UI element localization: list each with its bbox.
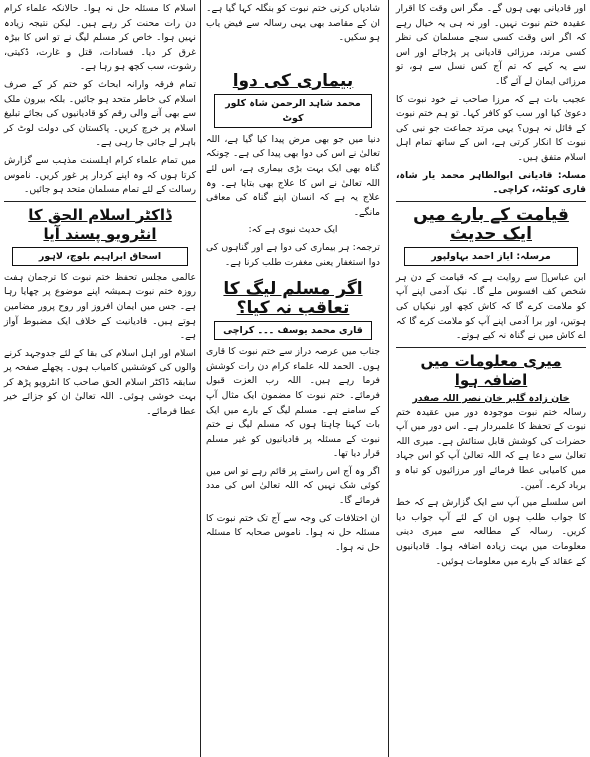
divider [396,201,586,202]
paragraph: مسلہ: قادیانی ابوالطاہر محمد یار شاہ، قاری کوئٹہ، کراچی۔ [396,169,586,196]
article-byline: محمد شاہد الرحمن شاہ کلور کوٹ [214,94,372,128]
divider [396,347,586,348]
paragraph: ابن عباسؓ سے روایت ہے کہ قیامت کے دن ہر شخص کف افسوس ملے گا۔ نیک آدمی اپنے آپ کو ملامت کرے گا کہ کاش کچھ اور نیکیاں کی ہوتیں، اور برا آدمی اپنے آپ کو ملامت کرے گا کہ اے کاش میں نے گناہ نہ کیے ہوتے۔ [396,271,586,342]
divider [4,201,196,202]
article-heading: میری معلومات میں اضافہ ہوا [420,351,562,389]
paragraph: ترجمہ: ہر بیماری کی دوا ہے اور گناہوں کی دوا استغفار یعنی مغفرت طلب کرنا ہے۔ [206,241,380,268]
paragraph: عجیب بات ہے کہ مرزا صاحب نے خود نبوت کا دعویٰ کیا اور سب کو کافر کہا۔ تو ہم ختم نبوت کے قائل نہ ہوں؟ یہی مرتد جماعت جو نبی کی نبوت کا انکار کرتی ہے، اس کے ساتھ تمام اہل اسلام متفق ہیں۔ [396,93,586,163]
article-heading: قیامت کے بارے میں ایک حدیث [413,204,569,244]
article-byline: مرسلہ: ایاز احمد بہاولپور [404,247,578,266]
paragraph: جناب میں عرصہ دراز سے ختم نبوت کا قاری ہوں۔ الحمد للہ علماء کرام دن رات کوشش فرما رہے ہیں۔ اللہ رب العزت قبول فرمائے۔ ختم نبوت کا مضمون ایک مثال آپ کے سامنے ہے۔ مسلم لیگ کے بارے میں ایک بات کہنا چاہتا ہوں کہ مسلم لیگ نے ختم نبوت کے مسئلہ پر قادیانیوں کو غیر مسلم قرار دیا تھا۔ [206,346,380,460]
article-byline: قاری محمد یوسف ۔۔۔ کراچی [214,321,372,340]
article-heading: بیماری کی دوا [232,70,354,91]
paragraph: اسلام اور اہل اسلام کی بقا کے لئے جدوجہد کرنے والوں کی کوششیں کامیاب ہوں۔ پچھلے صفحہ پر سابقہ ڈاکٹر اسلام الحق صاحب کا انٹرویو پڑھ کر بہت خوشی ہوئی۔ اللہ تعالیٰ ان کو جزائے خیر عطا فرمائے۔ [4,347,196,418]
paragraph: عالمی مجلس تحفظ ختم نبوت کا ترجمان ہفت روزہ ختم نبوت ہمیشہ اپنے موضوع پر چھایا رہا ہے۔ جس میں ایمان افروز اور روح پرور مضامین ہوتے ہیں۔ قادیانیت کے خلاف ایک مضبوط آواز ہے۔ [4,271,196,342]
paragraph: اس سلسلے میں آپ سے ایک گزارش ہے کہ خط کا جواب طلب ہوں ان کے لئے آپ جواب دیا کریں۔ رسالہ کے مطالعہ سے میری دینی معلومات میں بہت زیادہ اضافہ ہوا۔ قادیانیوں کے عقائد کے بارے میں معلومات ہوئیں۔ [396,497,586,567]
article-heading: ڈاکٹر اسلام الحق کا انٹرویو پسند آیا [28,205,172,243]
column-rule [388,0,389,757]
paragraph: اسلام کا مسئلہ حل نہ ہوا۔ حالانکہ علماء کرام دن رات محنت کر رہے ہیں۔ لیکن نتیجہ زیادہ نہیں ہوا۔ خاص کر مسلم لیگ نے تو اس کا بیڑہ غرق کر دیا۔ فسادات، قتل و غارت، ڈکیتی، رشوت، سب کچھ ہو رہا ہے۔ [4,3,196,73]
paragraph: رسالہ ختم نبوت موجودہ دور میں عقیدہ ختم نبوت کے تحفظ کا علمبردار ہے۔ اس دور میں آپ حضرات کی کوشش قابل ستائش ہے۔ میری اللہ تعالیٰ سے دعا ہے کہ اللہ تعالیٰ آپ کو اس جہاد میں کامیابی عطا فرمائے اور مرزائیوں کو تباہ و برباد کرے۔ آمین۔ [396,406,586,491]
paragraph: اور قادیانی بھی ہوں گے۔ مگر اس وقت کا اقرار عقیدہ ختم نبوت نہیں۔ اور نہ ہی یہ خیال رہے کہ اگر اس وقت کسی سچے مسلمان کی نظر کسی مرتد، مرزائی قادیانی پر پڑجائے اور اس سے یہ کہے کہ تم آج کس نسل سے ہو، تو مرزائی ایمان لے آئے گا۔ [396,3,586,87]
left-column [0,0,200,757]
paragraph: میں تمام علماء کرام اہلسنت مذہب سے گزارش کرتا ہوں کہ وہ اپنے کردار پر غور کریں۔ ناموس رسالت کے لئے تمام مسلمان متحد ہو جائیں۔ [4,154,196,196]
paragraph: ان اختلافات کی وجہ سے آج تک ختم نبوت کا مسئلہ حل نہ ہوا۔ ناموس صحابہ کا مسئلہ حل نہ ہوا۔ [206,512,380,553]
paragraph: اگر وہ آج اس راستے پر قائم رہے تو اس میں کوئی شک نہیں کہ اللہ تعالیٰ اس کی مدد فرمائے گا۔ [206,465,380,507]
paragraph: شادیاں کرنی ختم نبوت کو بنگلہ کہا گیا ہے۔ ان کے مقاصد بھی یہی رسالہ سے فیض یاب ہو سکیں۔ [206,3,380,44]
article-byline: خان زادہ گلیر خان نصر اللہ صفدر [412,392,570,404]
middle-column [202,0,384,757]
right-column [392,0,590,757]
paragraph: تمام فرقہ وارانہ ابحاث کو ختم کر کے صرف اسلام کی خاطر متحد ہو جائیں۔ بلکہ بیرون ملک سے بھی آنے والی رقم کو قادیانیوں کی بجائے تبلیغ اسلام پر خرچ کریں۔ پاکستان کی دولت لوٹ کر باہر لے جائی جا رہی ہے۔ [4,78,196,149]
paragraph: ایک حدیث نبوی ہے کہ: [248,224,338,236]
article-heading: اگر مسلم لیگ کا تعاقب نہ کیا؟ [223,279,363,319]
paragraph: دنیا میں جو بھی مرض پیدا کیا گیا ہے، اللہ تعالیٰ نے اس کی دوا بھی پیدا کی ہے۔ چونکہ گناہ بھی ایک بہت بڑی بیماری ہے، اس لئے اللہ تعالیٰ نے اس کا علاج بھی بتایا ہے۔ وہ علاج یہ ہے کہ انسان اپنے گناہ کی معافی مانگے۔ [206,133,380,218]
column-rule [200,0,201,757]
article-byline: اسحاق ابراہیم بلوچ، لاہور [12,247,188,266]
